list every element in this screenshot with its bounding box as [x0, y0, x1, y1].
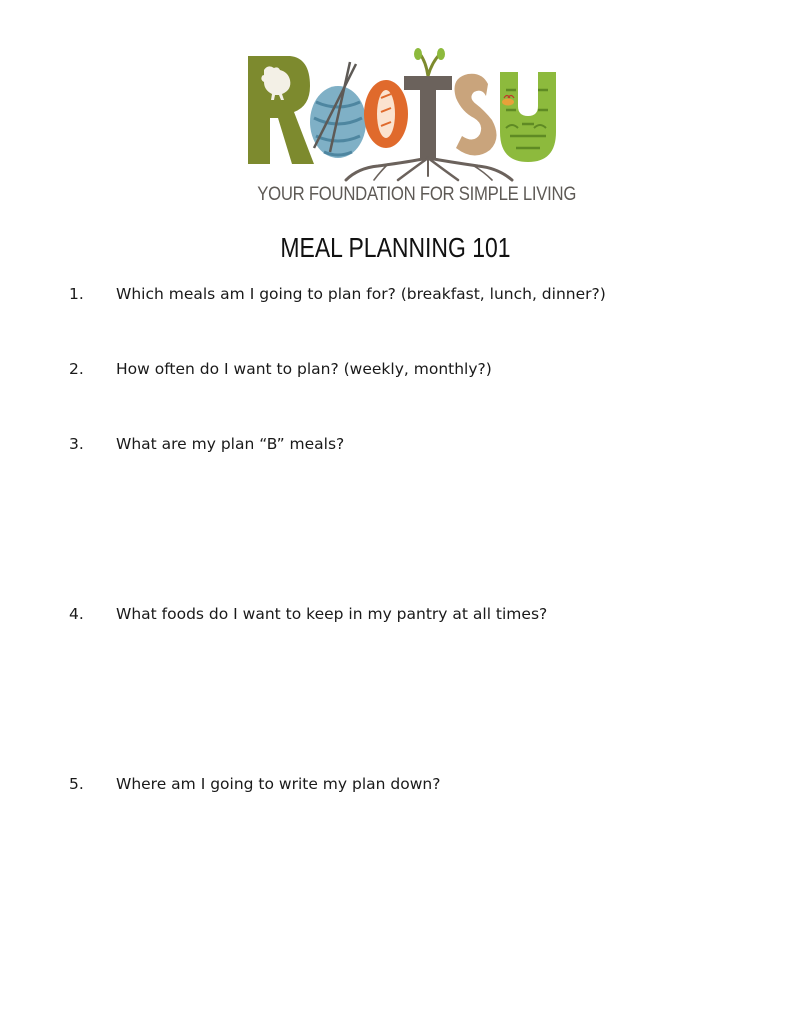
question-text: Where am I going to write my plan down? — [116, 775, 441, 793]
logo-letter-y-turtle — [500, 72, 556, 162]
question-item — [0, 285, 791, 309]
page-title: MEAL PLANNING 101 — [280, 232, 511, 263]
question-item — [0, 360, 791, 384]
question-text: What foods do I want to keep in my pantry at all times? — [116, 605, 548, 623]
question-number: 4. — [69, 605, 84, 623]
logo-letter-t-tree — [404, 48, 452, 160]
question-text: What are my plan “B” meals? — [116, 435, 345, 453]
question-number: 5. — [69, 775, 84, 793]
question-number: 2. — [69, 360, 84, 378]
logo-tagline: YOUR FOUNDATION FOR SIMPLE LIVING — [257, 184, 577, 205]
question-text: Which meals am I going to plan for? (breakfast, lunch, dinner?) — [116, 285, 606, 303]
logo-roots — [346, 158, 512, 180]
question-item — [0, 605, 791, 629]
question-number: 1. — [69, 285, 84, 303]
question-number: 3. — [69, 435, 84, 453]
question-item — [0, 775, 791, 799]
logo-letter-s — [455, 74, 497, 156]
logo-letter-o-bread — [364, 80, 408, 148]
logo-letter-o-yarn — [310, 62, 366, 158]
logo-letter-r — [248, 56, 314, 164]
question-text: How often do I want to plan? (weekly, monthly?) — [116, 360, 492, 378]
question-item — [0, 435, 791, 459]
